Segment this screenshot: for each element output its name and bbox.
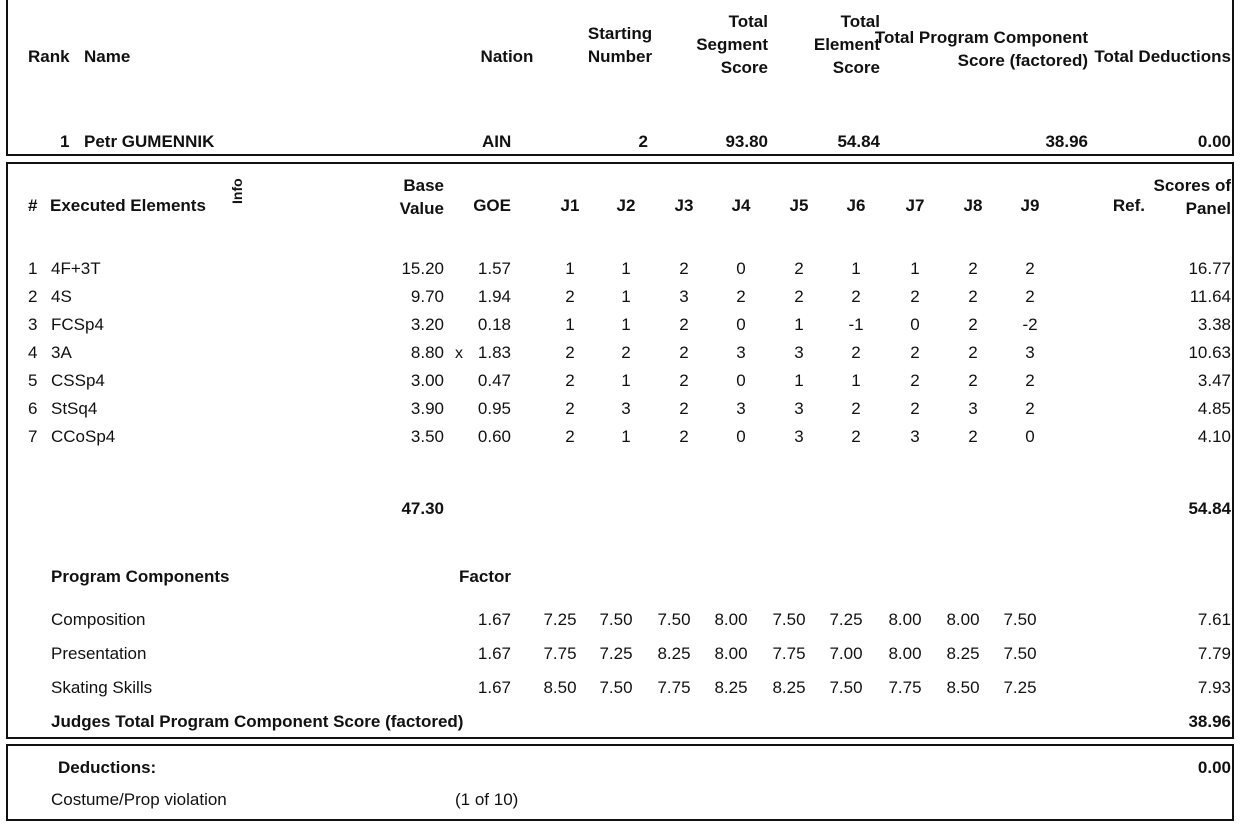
judge-header-6: J6	[846, 196, 866, 215]
element-judge-score: 2	[851, 343, 861, 362]
element-judge-score: 3	[794, 427, 804, 446]
component-judge-score: 7.50	[772, 610, 806, 629]
component-judge-score: 7.75	[543, 644, 577, 663]
element-name: FCSp4	[51, 315, 104, 334]
name-header: Name	[84, 47, 131, 66]
judge-header-2: J2	[616, 196, 636, 215]
element-panel-score: 10.63	[1188, 343, 1231, 362]
element-panel-score: 4.10	[1197, 427, 1231, 446]
judges-total-pc-value: 38.96	[1188, 712, 1231, 731]
component-judge-score: 7.25	[599, 644, 633, 663]
element-judge-score: 2	[679, 315, 689, 334]
skater-starting-number: 2	[638, 132, 648, 151]
element-panel-score: 4.85	[1197, 399, 1231, 418]
element-goe: 1.83	[477, 343, 511, 362]
component-judge-score: 8.00	[888, 610, 922, 629]
element-judge-score: 3	[910, 427, 920, 446]
total-segment-header: Total Segment Score	[696, 12, 768, 77]
judge-header-9: J9	[1020, 196, 1040, 215]
deductions-title: Deductions:	[58, 758, 157, 777]
element-goe: 0.18	[477, 315, 511, 334]
element-judge-score: 3	[968, 399, 978, 418]
element-judge-score: 2	[679, 343, 689, 362]
element-goe: 1.57	[477, 259, 511, 278]
total-deductions-header: Total Deductions	[1094, 47, 1231, 66]
element-base-value: 3.50	[410, 427, 444, 446]
element-judge-score: 2	[910, 343, 920, 362]
element-judge-score: 2	[679, 399, 689, 418]
info-header: Info	[229, 178, 245, 204]
element-judge-score: 0	[736, 371, 746, 390]
element-number: 3	[28, 315, 38, 334]
element-base-value: 8.80	[410, 343, 444, 362]
element-name: CCoSp4	[51, 427, 116, 446]
judge-header-1: J1	[560, 196, 580, 215]
element-name: 4F+3T	[51, 259, 101, 278]
element-judge-score: 3	[794, 343, 804, 362]
element-number: 7	[28, 427, 38, 446]
element-judge-score: 3	[1025, 343, 1035, 362]
element-panel-score: 3.38	[1197, 315, 1231, 334]
component-judge-score: 8.50	[543, 678, 577, 697]
element-bonus-mark: x	[455, 345, 463, 362]
element-goe: 0.47	[477, 371, 511, 390]
tpc-header: Total Program Component Score (factored)	[874, 28, 1088, 70]
nation-header: Nation	[480, 47, 534, 66]
element-goe: 0.95	[477, 399, 511, 418]
element-number: 4	[28, 343, 38, 362]
deduction-item-count: (1 of 10)	[455, 790, 519, 809]
component-judge-score: 8.00	[714, 644, 748, 663]
element-judge-score: 2	[968, 315, 978, 334]
deductions-panel	[6, 744, 1234, 821]
component-judge-score: 8.25	[657, 644, 691, 663]
element-judge-score: 3	[736, 343, 746, 362]
element-judge-score: 0	[1025, 427, 1035, 446]
element-judge-score: 0	[736, 427, 746, 446]
component-judge-score: 7.50	[829, 678, 863, 697]
element-number: 5	[28, 371, 38, 390]
component-score: 7.61	[1197, 610, 1231, 629]
component-judge-score: 7.50	[1003, 644, 1037, 663]
element-judge-score: 2	[565, 427, 575, 446]
component-judge-score: 8.25	[714, 678, 748, 697]
component-judge-score: 7.25	[829, 610, 863, 629]
component-judge-score: 8.25	[946, 644, 980, 663]
element-judge-score: 2	[736, 287, 746, 306]
component-name: Composition	[51, 610, 146, 629]
element-base-value: 15.20	[401, 259, 444, 278]
element-judge-score: 2	[679, 259, 689, 278]
element-panel-score: 11.64	[1189, 287, 1231, 306]
element-panel-score: 3.47	[1197, 371, 1231, 390]
element-judge-score: 1	[794, 315, 804, 334]
element-judge-score: 3	[621, 399, 631, 418]
component-judge-score: 7.50	[599, 678, 633, 697]
judge-header-8: J8	[963, 196, 983, 215]
element-goe: 1.94	[477, 287, 511, 306]
deductions-total: 0.00	[1197, 758, 1231, 777]
component-judge-score: 7.00	[829, 644, 863, 663]
element-base-value: 9.70	[410, 287, 444, 306]
component-score: 7.93	[1197, 678, 1231, 697]
element-judge-score: 0	[736, 315, 746, 334]
goe-header: GOE	[473, 196, 511, 215]
element-judge-score: 2	[1025, 399, 1035, 418]
element-judge-score: 1	[565, 315, 575, 334]
element-judge-score: 2	[1025, 287, 1035, 306]
rank-header: Rank	[28, 47, 70, 66]
judges-total-pc-label: Judges Total Program Component Score (factored)	[51, 712, 464, 731]
component-factor: 1.67	[477, 644, 511, 663]
element-judge-score: 3	[679, 287, 689, 306]
element-base-value: 3.00	[410, 371, 444, 390]
ref-header: Ref.	[1112, 196, 1145, 215]
element-name: 3A	[51, 343, 72, 362]
element-base-value: 3.20	[410, 315, 444, 334]
component-judge-score: 7.50	[1003, 610, 1037, 629]
factor-header: Factor	[459, 567, 511, 586]
total-element-header: Total Element Score	[813, 12, 880, 77]
judge-header-5: J5	[789, 196, 809, 215]
skater-name: Petr GUMENNIK	[84, 132, 215, 151]
element-judge-score: 2	[565, 287, 575, 306]
element-judge-score: 1	[621, 287, 631, 306]
component-judge-score: 8.00	[946, 610, 980, 629]
element-panel-score: 16.77	[1188, 259, 1231, 278]
component-factor: 1.67	[477, 678, 511, 697]
element-name: CSSp4	[51, 371, 105, 390]
element-judge-score: 2	[910, 287, 920, 306]
element-number: 1	[28, 259, 38, 278]
element-judge-score: 2	[679, 427, 689, 446]
element-judge-score: 3	[794, 399, 804, 418]
component-judge-score: 8.00	[888, 644, 922, 663]
component-judge-score: 8.00	[714, 610, 748, 629]
component-judge-score: 7.25	[1003, 678, 1037, 697]
element-judge-score: 2	[851, 399, 861, 418]
executed-elements-header: Executed Elements	[50, 196, 206, 215]
element-judge-score: 2	[910, 399, 920, 418]
element-judge-score: 3	[736, 399, 746, 418]
element-goe: 0.60	[477, 427, 511, 446]
starting-number-header: Starting Number	[587, 24, 653, 66]
element-number: 2	[28, 287, 38, 306]
element-judge-score: 1	[621, 427, 631, 446]
element-judge-score: 2	[794, 259, 804, 278]
component-judge-score: 7.50	[657, 610, 691, 629]
element-judge-score: 1	[794, 371, 804, 390]
element-judge-score: 2	[1025, 371, 1035, 390]
element-judge-score: 0	[736, 259, 746, 278]
element-judge-score: 2	[565, 371, 575, 390]
component-judge-score: 7.50	[599, 610, 633, 629]
summary-panel	[6, 0, 1234, 156]
deduction-item-name: Costume/Prop violation	[51, 790, 227, 809]
base-value-total: 47.30	[401, 499, 444, 518]
program-components-title: Program Components	[51, 567, 230, 586]
element-judge-score: 2	[851, 427, 861, 446]
element-judge-score: 1	[621, 371, 631, 390]
element-number-header: #	[28, 196, 38, 215]
element-judge-score: 2	[910, 371, 920, 390]
element-name: 4S	[51, 287, 72, 306]
scores-panel	[6, 162, 1234, 739]
element-judge-score: 2	[968, 287, 978, 306]
skater-rank: 1	[60, 132, 70, 151]
element-judge-score: -1	[848, 315, 864, 334]
element-judge-score: 0	[910, 315, 920, 334]
component-factor: 1.67	[477, 610, 511, 629]
element-judge-score: 1	[851, 371, 861, 390]
element-judge-score: 2	[968, 259, 978, 278]
skater-nation: AIN	[482, 132, 512, 151]
element-judge-score: 2	[679, 371, 689, 390]
element-judge-score: -2	[1022, 315, 1038, 334]
element-name: StSq4	[51, 399, 98, 418]
judge-header-7: J7	[905, 196, 925, 215]
component-name: Skating Skills	[51, 678, 153, 697]
component-score: 7.79	[1197, 644, 1231, 663]
skater-total-element-score: 54.84	[837, 132, 880, 151]
element-judge-score: 2	[851, 287, 861, 306]
element-judge-score: 1	[621, 259, 631, 278]
element-judge-score: 2	[794, 287, 804, 306]
element-number: 6	[28, 399, 38, 418]
base-value-header: Base Value	[399, 176, 444, 218]
element-judge-score: 2	[968, 343, 978, 362]
element-judge-score: 2	[968, 371, 978, 390]
element-judge-score: 1	[565, 259, 575, 278]
element-judge-score: 2	[565, 343, 575, 362]
component-judge-score: 7.75	[772, 644, 806, 663]
judge-header-4: J4	[731, 196, 751, 215]
judge-header-3: J3	[674, 196, 694, 215]
element-judge-score: 2	[565, 399, 575, 418]
element-judge-score: 1	[621, 315, 631, 334]
scores-of-panel-header: Scores of Panel	[1153, 176, 1231, 218]
element-judge-score: 2	[621, 343, 631, 362]
element-judge-score: 2	[968, 427, 978, 446]
element-judge-score: 1	[851, 259, 861, 278]
element-judge-score: 1	[910, 259, 920, 278]
component-judge-score: 7.75	[888, 678, 922, 697]
skater-tpc-score: 38.96	[1045, 132, 1088, 151]
component-judge-score: 7.75	[657, 678, 691, 697]
component-name: Presentation	[51, 644, 147, 663]
panel-score-total: 54.84	[1188, 499, 1231, 518]
component-judge-score: 8.25	[772, 678, 806, 697]
element-base-value: 3.90	[410, 399, 444, 418]
component-judge-score: 7.25	[543, 610, 577, 629]
element-judge-score: 2	[1025, 259, 1035, 278]
skater-total-deductions: 0.00	[1197, 132, 1231, 151]
skater-total-segment-score: 93.80	[725, 132, 768, 151]
component-judge-score: 8.50	[946, 678, 980, 697]
